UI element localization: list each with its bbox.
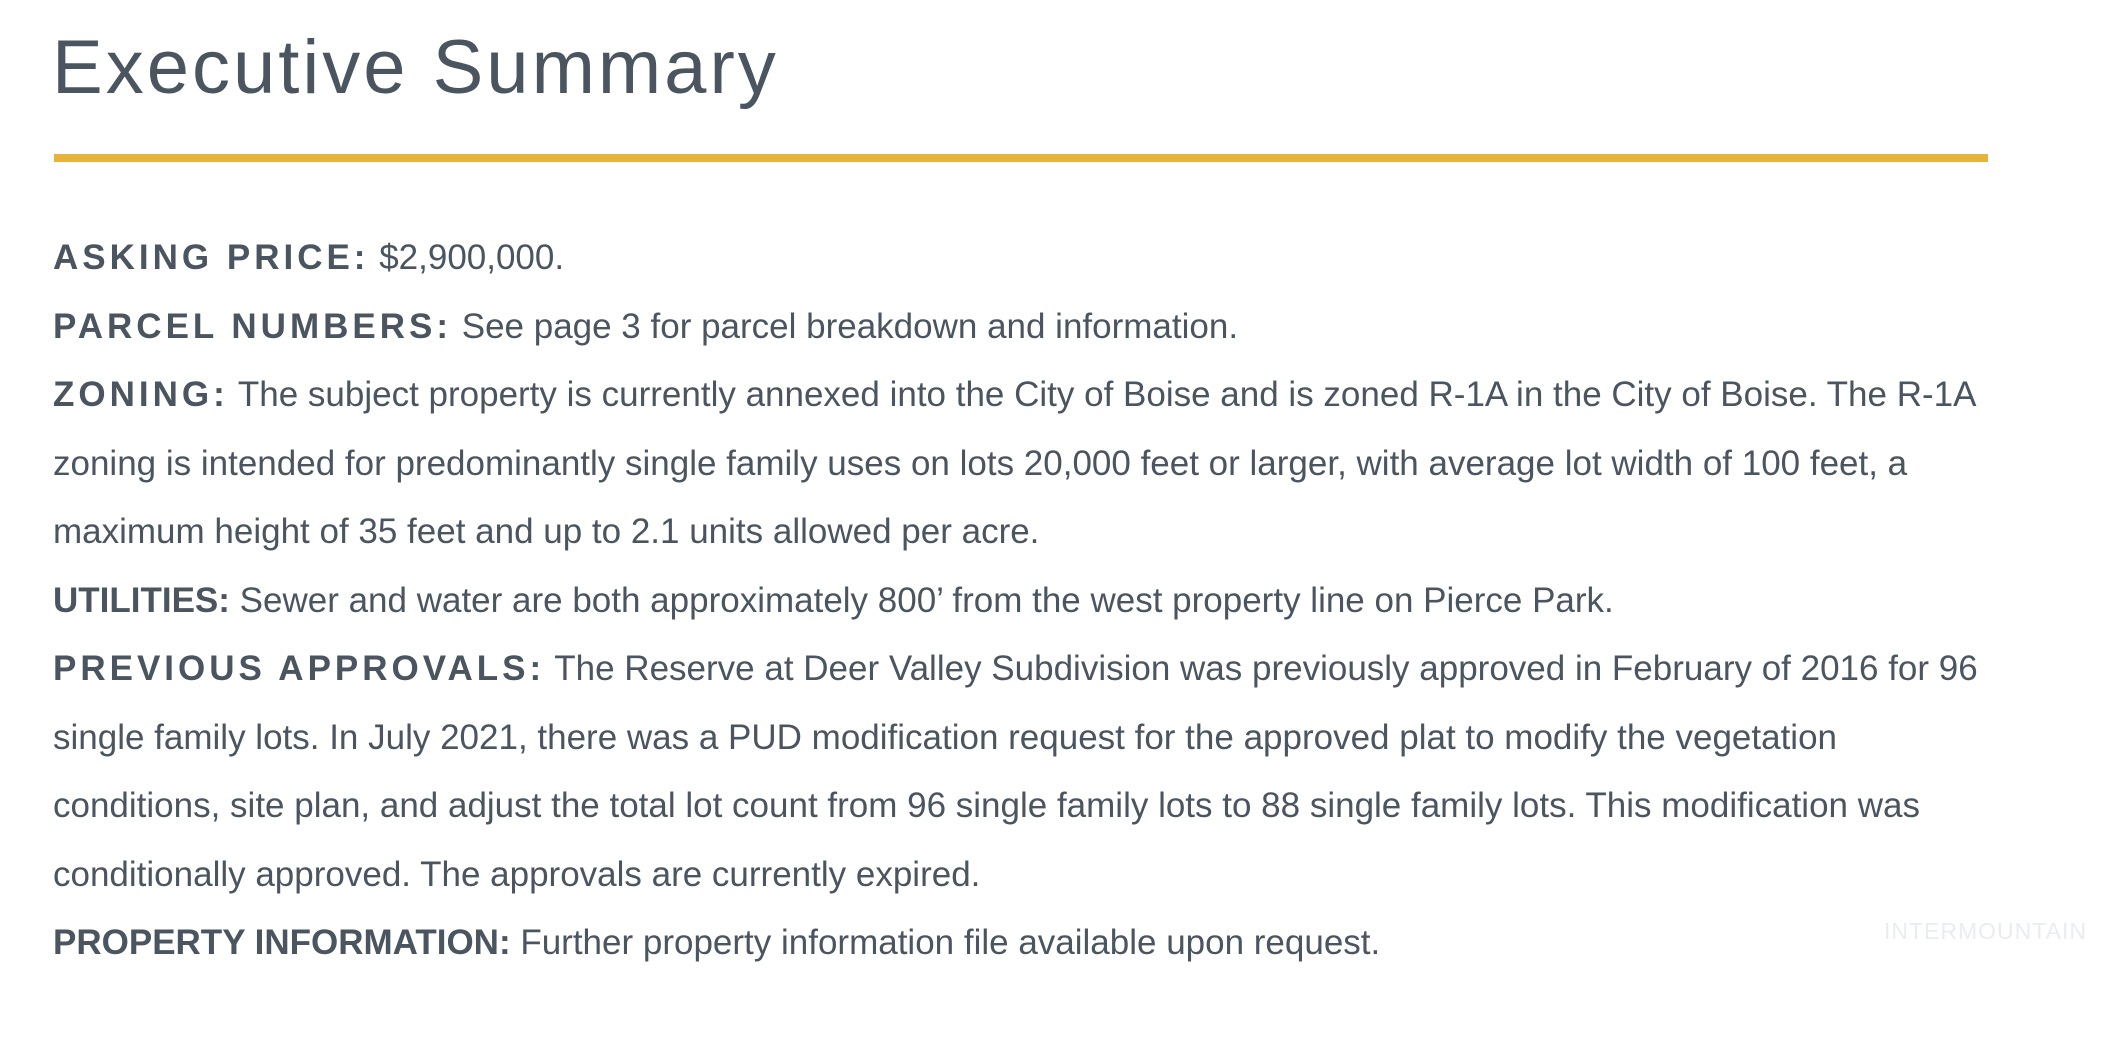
parcel-numbers-paragraph — [53, 293, 1993, 362]
property-information-paragraph — [53, 909, 1993, 978]
summary-content — [53, 224, 1993, 978]
utilities-value: Sewer and water are both approximately 800’ from the west property line on Pierce Park. — [229, 580, 1614, 620]
previous-approvals-label: PREVIOUS APPROVALS: — [53, 649, 546, 688]
title-divider — [54, 154, 1988, 162]
utilities-paragraph — [53, 567, 1993, 636]
property-information-value: Further property information file available upon request. — [510, 923, 1381, 962]
previous-approvals-value: The Reserve at Deer Valley Subdivision was previously approved in February of 2016 for 96 single family lots. In July 2021, there was a PUD modification request for the approved plat to modify the vegetation conditions, site plan, and adjust the total lot count from 96 single family lots to 88 single family lots. This modification was conditionally approved. The approvals are currently expired. — [53, 649, 1978, 894]
property-information-label: PROPERTY INFORMATION: — [53, 923, 511, 962]
asking-price-value: $2,900,000. — [369, 238, 565, 277]
asking-price-label: ASKING PRICE: — [53, 238, 370, 277]
zoning-value: The subject property is currently annexed into the City of Boise and is zoned R-1A in the City of Boise. The R-1A zoning is intended for predominantly single family uses on lots 20,000 feet or larger, with average lot width of 100 feet, a maximum height of 35 feet and up to 2.1 units allowed per acre. — [53, 375, 1975, 551]
asking-price-paragraph — [53, 224, 1993, 293]
utilities-label: UTILITIES: — [53, 580, 230, 620]
page-title: Executive Summary — [52, 25, 779, 110]
zoning-label: ZONING: — [53, 375, 229, 414]
parcel-numbers-label: PARCEL NUMBERS: — [53, 306, 452, 346]
watermark-text: INTERMOUNTAIN — [1884, 918, 2087, 944]
parcel-numbers-value: See page 3 for parcel breakdown and information. — [452, 306, 1239, 346]
zoning-paragraph — [53, 361, 1993, 567]
previous-approvals-paragraph — [53, 635, 1993, 909]
